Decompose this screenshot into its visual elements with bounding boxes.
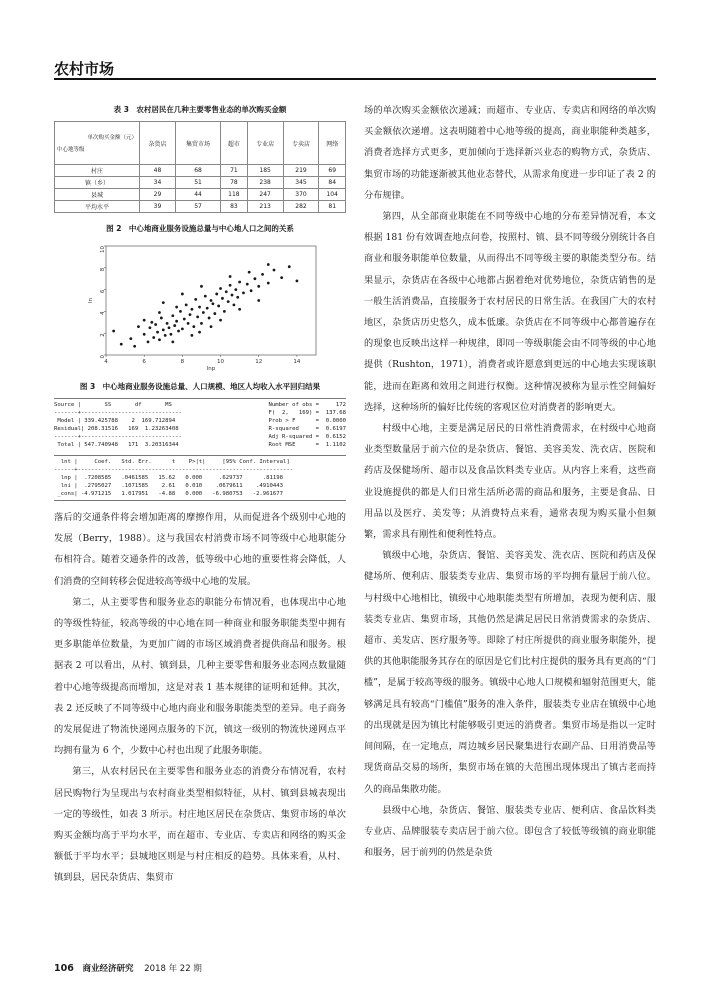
scatter-point [191, 334, 194, 337]
scatter-point [204, 295, 207, 298]
page-number: 106 [54, 963, 74, 974]
x-axis-label: lnp [206, 366, 216, 372]
body-paragraph: 场的单次购买金额依次递减；而超市、专业店、专卖店和网络的单次购买金额依次递增。这表明随着中心地等级的提高，商业职能种类越多，消费者选择方式更多，更加倾向于选择新兴业态的购物方式，杂货店、集贸市场的功能逐渐被其他业态替代，从需求角度进一步印证了表 2 的分布规律。 [364, 105, 656, 201]
scatter-point [250, 289, 253, 292]
scatter-point [213, 312, 216, 315]
scatter-point [219, 319, 222, 322]
scatter-point [215, 293, 218, 296]
body-paragraph: 镇级中心地，杂货店、餐馆、美容美发、洗衣店、医院和药店及保健场所、便利店、服装类专业店、集贸市场的平均拥有量居于前八位。与村级中心地相比，镇级中心地职能类型有所增加，表现为便利店、服装类专业店、集贸市场，其他仍然是满足居民日常消费需求的杂货店、超市、美发店、医疗服务等。即除了村庄所提供的商业服务职能外，提供的其他职能服务其存在的原因是它们比村庄提供的服务具有更高的“门槛”，是属于较高等级的服务。镇级中心地人口规模和辐射范围更大，能够满足具有较高“门槛值”服务的准入条件，服装类专业店在镇级中心地的出现就是因为镇比村能够吸引更远的消费者。集贸市场是指以一定时间间隔，在一定地点，周边城乡居民聚集进行农副产品、日用消费品等现货商品交易的场所，集贸市场在镇的大范围出现体现出了镇古老而持久的商品集散功能。 [364, 550, 656, 795]
y-tick-label: 10 [100, 246, 106, 253]
scatter-point [183, 318, 186, 321]
scatter-point [168, 326, 171, 329]
scatter-point [254, 277, 257, 280]
row-label: 镇（乡） [55, 177, 140, 189]
table-cell: 34 [140, 177, 176, 189]
row-label: 村庄 [55, 165, 140, 177]
scatter-point [223, 310, 226, 313]
scatter-point [191, 308, 194, 311]
scatter-point [112, 330, 115, 333]
scatter-point [129, 337, 132, 340]
scatter-point [267, 282, 270, 285]
y-tick-label: 6 [100, 289, 106, 294]
table-cell: 282 [283, 201, 319, 213]
figure2-caption: 图 2 中心地商业服务设施总量与中心地人口之间的关系 [106, 224, 294, 233]
table-cell: 29 [140, 189, 176, 201]
section-title: 农村市场 [54, 60, 115, 78]
scatter-point [173, 324, 176, 327]
scatter-point [150, 321, 153, 324]
scatter-point [229, 275, 232, 278]
body-paragraph: 落后的交通条件将会增加距离的摩擦作用，从而促进各个级别中心地的发展（Berry，1988）。这与我国农村消费市场不同等级中心地职能分布相符合。随着交通条件的改善，低等级中心地的重要性将会降低，人们消费的空间转移会促进较高等级中心地的发展。 [54, 512, 346, 587]
scatter-point [296, 279, 299, 282]
body-paragraph: 第三，从农村居民在主要零售和服务业态的消费分布情况看，农村居民购物行为呈现出与农村商业类型相似特征，从村、镇到县城表现出一定的等级性，如表 3 所示。村庄地区居民在杂货店、集贸市场的单次购买金额均高于平均水平，而在超市、专业店、专卖店和网络的购买金额低于平均水平；县城地区则是与村庄相反的趋势。具体来看，从村、镇到县，居民杂货店、集贸市 [54, 766, 346, 884]
scatter-point [198, 306, 201, 309]
scatter-point [273, 269, 276, 272]
scatter-point [179, 310, 182, 313]
scatter-point [158, 338, 161, 341]
x-tick-label: 4 [104, 359, 108, 365]
table3-col-header: 杂货店 [140, 122, 176, 165]
table-cell: 48 [140, 165, 176, 177]
table-row [55, 201, 346, 213]
table-cell: 39 [140, 201, 176, 213]
scatter-plot [54, 240, 346, 375]
table3-corner-top: 单次购买金额（元） [87, 135, 137, 141]
scatter-point [210, 299, 213, 302]
table-cell: 71 [221, 165, 248, 177]
scatter-point [227, 300, 230, 303]
scatter-point [143, 333, 146, 336]
table3-col-header: 超市 [221, 122, 248, 165]
table3-col-header: 专业店 [247, 122, 283, 165]
scatter-point [147, 341, 150, 344]
scatter-point [219, 287, 222, 290]
scatter-point [200, 285, 203, 288]
table-cell: 44 [175, 189, 220, 201]
table-cell: 118 [221, 189, 248, 201]
table3-header-row [55, 122, 346, 165]
scatter-point [137, 325, 140, 328]
scatter-point [267, 263, 270, 266]
table-cell: 81 [319, 201, 346, 213]
scatter-point [280, 276, 283, 279]
scatter-point [162, 301, 165, 304]
table-cell: 370 [283, 189, 319, 201]
right-column [364, 100, 656, 863]
table-cell: 84 [319, 177, 346, 189]
table-cell: 345 [283, 177, 319, 189]
row-label: 平均水平 [55, 201, 140, 213]
scatter-point [208, 317, 211, 320]
body-paragraph: 县级中心地，杂货店、餐馆、服装类专业店、便利店、食品饮料类专业店、品牌服装专卖店居于前六位。即包含了较低等级镇的商业职能和服务，居于前列的仍然是杂货 [364, 804, 656, 859]
scatter-point [143, 319, 146, 322]
table3-col-header: 专卖店 [283, 122, 319, 165]
table3-caption: 表 3 农村居民在几种主要零售业态的单次购买金额 [113, 105, 287, 114]
header-rule [54, 78, 656, 80]
table-cell: 51 [175, 177, 220, 189]
coefficient-table: lnt | Coef. Std. Err. t P>|t| [95% Conf. Interval] ------+---------------------------------------------------------------- lnp | .7208585 .0461585 15.62 0.000 .629737 .81198 lni | .2795027 .1071585 2.61 0.010 .0679611 .4910443 _cons| -4.971215 1.017951 -4.88 0.000 -6.980753 -2.961677 [54, 455, 346, 501]
scatter-point [236, 296, 239, 299]
scatter-point [257, 285, 260, 288]
table-cell: 238 [247, 177, 283, 189]
scatter-point [246, 283, 249, 286]
scatter-point [181, 293, 184, 296]
scatter-point [198, 331, 201, 334]
anova-table: Source | SS df MS -------+------------------------------ Model | 339.425788 2 169.712894 Residual| 208.31516 169 1.23263408 -------+------------------------------ Total | 547.740948 171 3.20316344 [54, 402, 182, 448]
scatter-point [238, 308, 241, 311]
left-body [54, 507, 346, 889]
scatter-point [160, 317, 163, 320]
y-tick-label: 2 [100, 333, 106, 337]
table3-col-header: 网络 [319, 122, 346, 165]
scatter-point [200, 322, 203, 325]
scatter-point [233, 303, 236, 306]
x-tick-label: 14 [293, 359, 301, 365]
body-paragraph: 第四，从全部商业职能在不同等级中心地的分布差异情况看，本文根据 181 份有效调查地点问卷，按照村、镇、县不同等级分别统计各自商业和服务职能单位数量，从而得出不同等级主要的职能类型分布。结果显示，杂货店在各级中心地都占据着绝对优势地位，杂货店销售的是一般生活消费品，直接服务于农村居民的日常生活。在我国广大的农村地区，杂货店历史悠久，成本低廉。杂货店在不同等级中心都普遍存在的现象也反映出这样一种规律，即同一等级职能会由不同等级的中心地提供（Rushton，1971），消费者或许愿意到更远的中心地去实现该职能，进而在距离和效用之间进行权衡。这种情况被称为显示性空间偏好选择，这种场所的偏好比传统的客观区位对消费者的影响更大。 [364, 211, 656, 413]
scatter-point [217, 305, 220, 308]
scatter-point [234, 288, 237, 291]
scatter-point [185, 303, 188, 306]
table-cell: 83 [221, 201, 248, 213]
scatter-point [162, 329, 165, 332]
y-tick-label: 0 [100, 355, 106, 359]
y-tick-label: 4 [100, 311, 106, 315]
scatter-point [231, 294, 234, 297]
table-cell: 69 [319, 165, 346, 177]
scatter-point [158, 311, 161, 314]
scatter-point [175, 306, 178, 309]
table-cell: 247 [247, 189, 283, 201]
table3-corner-bottom: 中心地等级 [57, 147, 85, 153]
scatter-point [177, 330, 180, 333]
scatter-point [192, 325, 195, 328]
regression-summary [54, 398, 346, 449]
scatter-point [181, 327, 184, 330]
table3 [54, 121, 346, 213]
table-cell: 68 [175, 165, 220, 177]
left-column [54, 100, 346, 889]
y-axis-label: ln [88, 297, 94, 304]
scatter-point [171, 341, 174, 344]
issue-label: 2018 年 22 期 [144, 964, 202, 974]
table-cell: 219 [283, 165, 319, 177]
scatter-point [202, 311, 205, 314]
table-cell: 78 [221, 177, 248, 189]
x-tick-label: 12 [255, 359, 263, 365]
scatter-point [242, 291, 245, 294]
table-row [55, 189, 346, 201]
scatter-point [212, 302, 215, 305]
scatter-point [133, 345, 136, 348]
fit-statistics: Number of obs = 172 F( 2, 169) = 137.68 Prob > F = 0.0000 R-squared = 0.6197 Adj R-squared = 0.6152 Root MSE = 1.1102 [268, 402, 346, 448]
body-paragraph: 村级中心地，主要是满足居民的日常性消费需求，在村级中心地商业类型数量居于前六位的是杂货店、餐馆、美容美发、洗衣店、医院和药店及保健场所、超市以及食品饮料类专业店。从内容上来看，这些商业设施提供的都是人们日常生活所必需的商品和服务，主要是食品、日用品以及医疗、美发等；从消费特点来看，通常表现为购买量小但频繁，需求具有刚性和便利性特点。 [364, 423, 656, 541]
scatter-point [189, 313, 192, 316]
journal-name: 商业经济研究 [82, 964, 134, 974]
body-paragraph: 第二，从主要零售和服务业态的职能分布情况看，也体现出中心地的等级性特征，较高等级的中心地在同一种商业和服务职能类型中拥有更多职能单位数量，为更加广阔的市场区域消费者提供商品和服务。根据表 2 可以看出，从村、镇到县，几种主要零售和服务业态网点数量随着中心地等级提高而增加，这是对表 1 基本规律的证明和延伸。其次，表 2 还反映了不同等级中心地内商业和服务职能类型的差异。电子商务的发展促进了物流快递网点服务的下沉，镇这一级别的物流快递网点平均拥有量为 6 个，少数中心村也出现了此服务职能。 [54, 596, 346, 757]
scatter-point [210, 325, 213, 328]
scatter-point [166, 322, 169, 325]
scatter-point [194, 298, 197, 301]
table-cell: 57 [175, 201, 220, 213]
scatter-point [248, 271, 251, 274]
table-cell: 213 [247, 201, 283, 213]
y-tick-label: 8 [100, 267, 106, 272]
scatter-point [257, 299, 260, 302]
scatter-point [221, 297, 224, 300]
table-cell: 185 [247, 165, 283, 177]
scatter-point [288, 265, 291, 268]
scatter-point [225, 290, 228, 293]
table-row [55, 177, 346, 189]
scatter-point [206, 307, 209, 310]
x-tick-label: 8 [180, 359, 185, 365]
scatter-point [175, 320, 178, 323]
scatter-point [171, 314, 174, 317]
table3-col-header: 集贸市场 [175, 122, 220, 165]
scatter-point [152, 336, 155, 339]
scatter-point [261, 273, 264, 276]
row-label: 县城 [55, 189, 140, 201]
x-tick-label: 10 [217, 359, 225, 365]
table-cell: 104 [319, 189, 346, 201]
x-tick-label: 6 [142, 359, 146, 365]
scatter-point [187, 322, 190, 325]
scatter-point [229, 284, 232, 287]
table4-caption: 图 3 中心地商业服务设施总量、人口规模、地区人均收入水平回归结果 [79, 382, 321, 391]
scatter-point [156, 331, 159, 334]
scatter-point [238, 281, 241, 284]
scatter-point [154, 323, 157, 326]
scatter-point [164, 334, 167, 337]
scatter-point [170, 333, 173, 336]
scatter-point [196, 315, 199, 318]
scatter-point [120, 343, 123, 346]
scatter-point [149, 326, 152, 329]
table-row [55, 165, 346, 177]
table3-corner-cell [55, 122, 140, 165]
page-footer [54, 962, 202, 974]
